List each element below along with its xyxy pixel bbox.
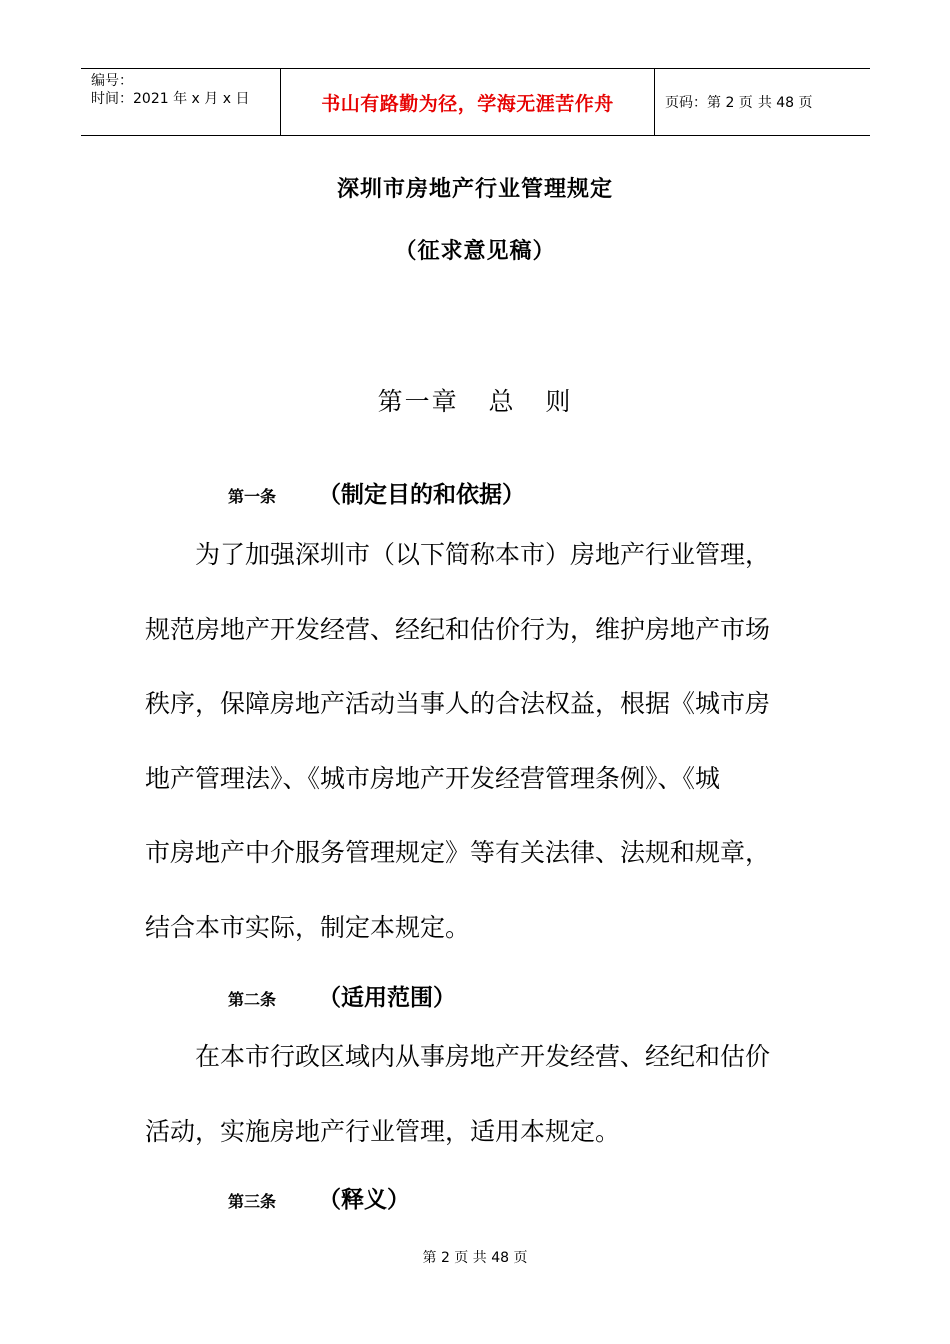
article-heading-3 [228, 1181, 410, 1214]
article-number: 第三条 [228, 1192, 277, 1211]
article-title: （制定目的和依据） [318, 482, 525, 508]
article-heading-1 [228, 476, 525, 509]
body-line: 结合本市实际，制定本规定。 [145, 912, 471, 942]
date-label: 时间：2021 年 x 月 x 日 [91, 91, 250, 107]
number-label: 编号： [91, 73, 133, 89]
article-body-1 [145, 518, 815, 965]
total-label: 共 48 页 [757, 95, 813, 111]
header-page-cell [655, 69, 870, 135]
body-line: 市房地产中介服务管理规定》等有关法律、法规和规章， [145, 838, 771, 867]
article-number: 第一条 [228, 487, 277, 506]
motto-text: 书山有路勤为径，学海无涯苦作舟 [321, 92, 614, 115]
page-footer: 第 2 页 共 48 页 [422, 1250, 528, 1266]
header-meta-cell [81, 69, 281, 135]
body-line: 为了加强深圳市（以下简称本市）房地产行业管理， [195, 540, 771, 569]
article-title: （适用范围） [318, 985, 456, 1011]
body-line: 规范房地产开发经营、经纪和估价行为，维护房地产市场 [145, 614, 771, 644]
body-line: 秩序，保障房地产活动当事人的合法权益，根据《城市房 [145, 689, 771, 718]
header-motto-cell [281, 69, 655, 135]
article-heading-2 [228, 979, 456, 1012]
chapter-heading: 第一章 总 则 [377, 387, 573, 416]
document-subtitle: （征求意见稿） [394, 239, 556, 264]
article-number: 第二条 [228, 990, 277, 1009]
page-label: 页码：第 2 页 [665, 95, 753, 111]
article-title: （释义） [318, 1187, 410, 1213]
page-header [81, 68, 870, 136]
body-line: 在本市行政区域内从事房地产开发经营、经纪和估价 [195, 1042, 771, 1071]
document-title: 深圳市房地产行业管理规定 [336, 177, 613, 202]
body-line: 地产管理法》、《城市房地产开发经营管理条例》、《城 [145, 763, 721, 793]
body-line: 活动，实施房地产行业管理，适用本规定。 [145, 1116, 621, 1146]
article-body-2 [145, 1020, 815, 1169]
